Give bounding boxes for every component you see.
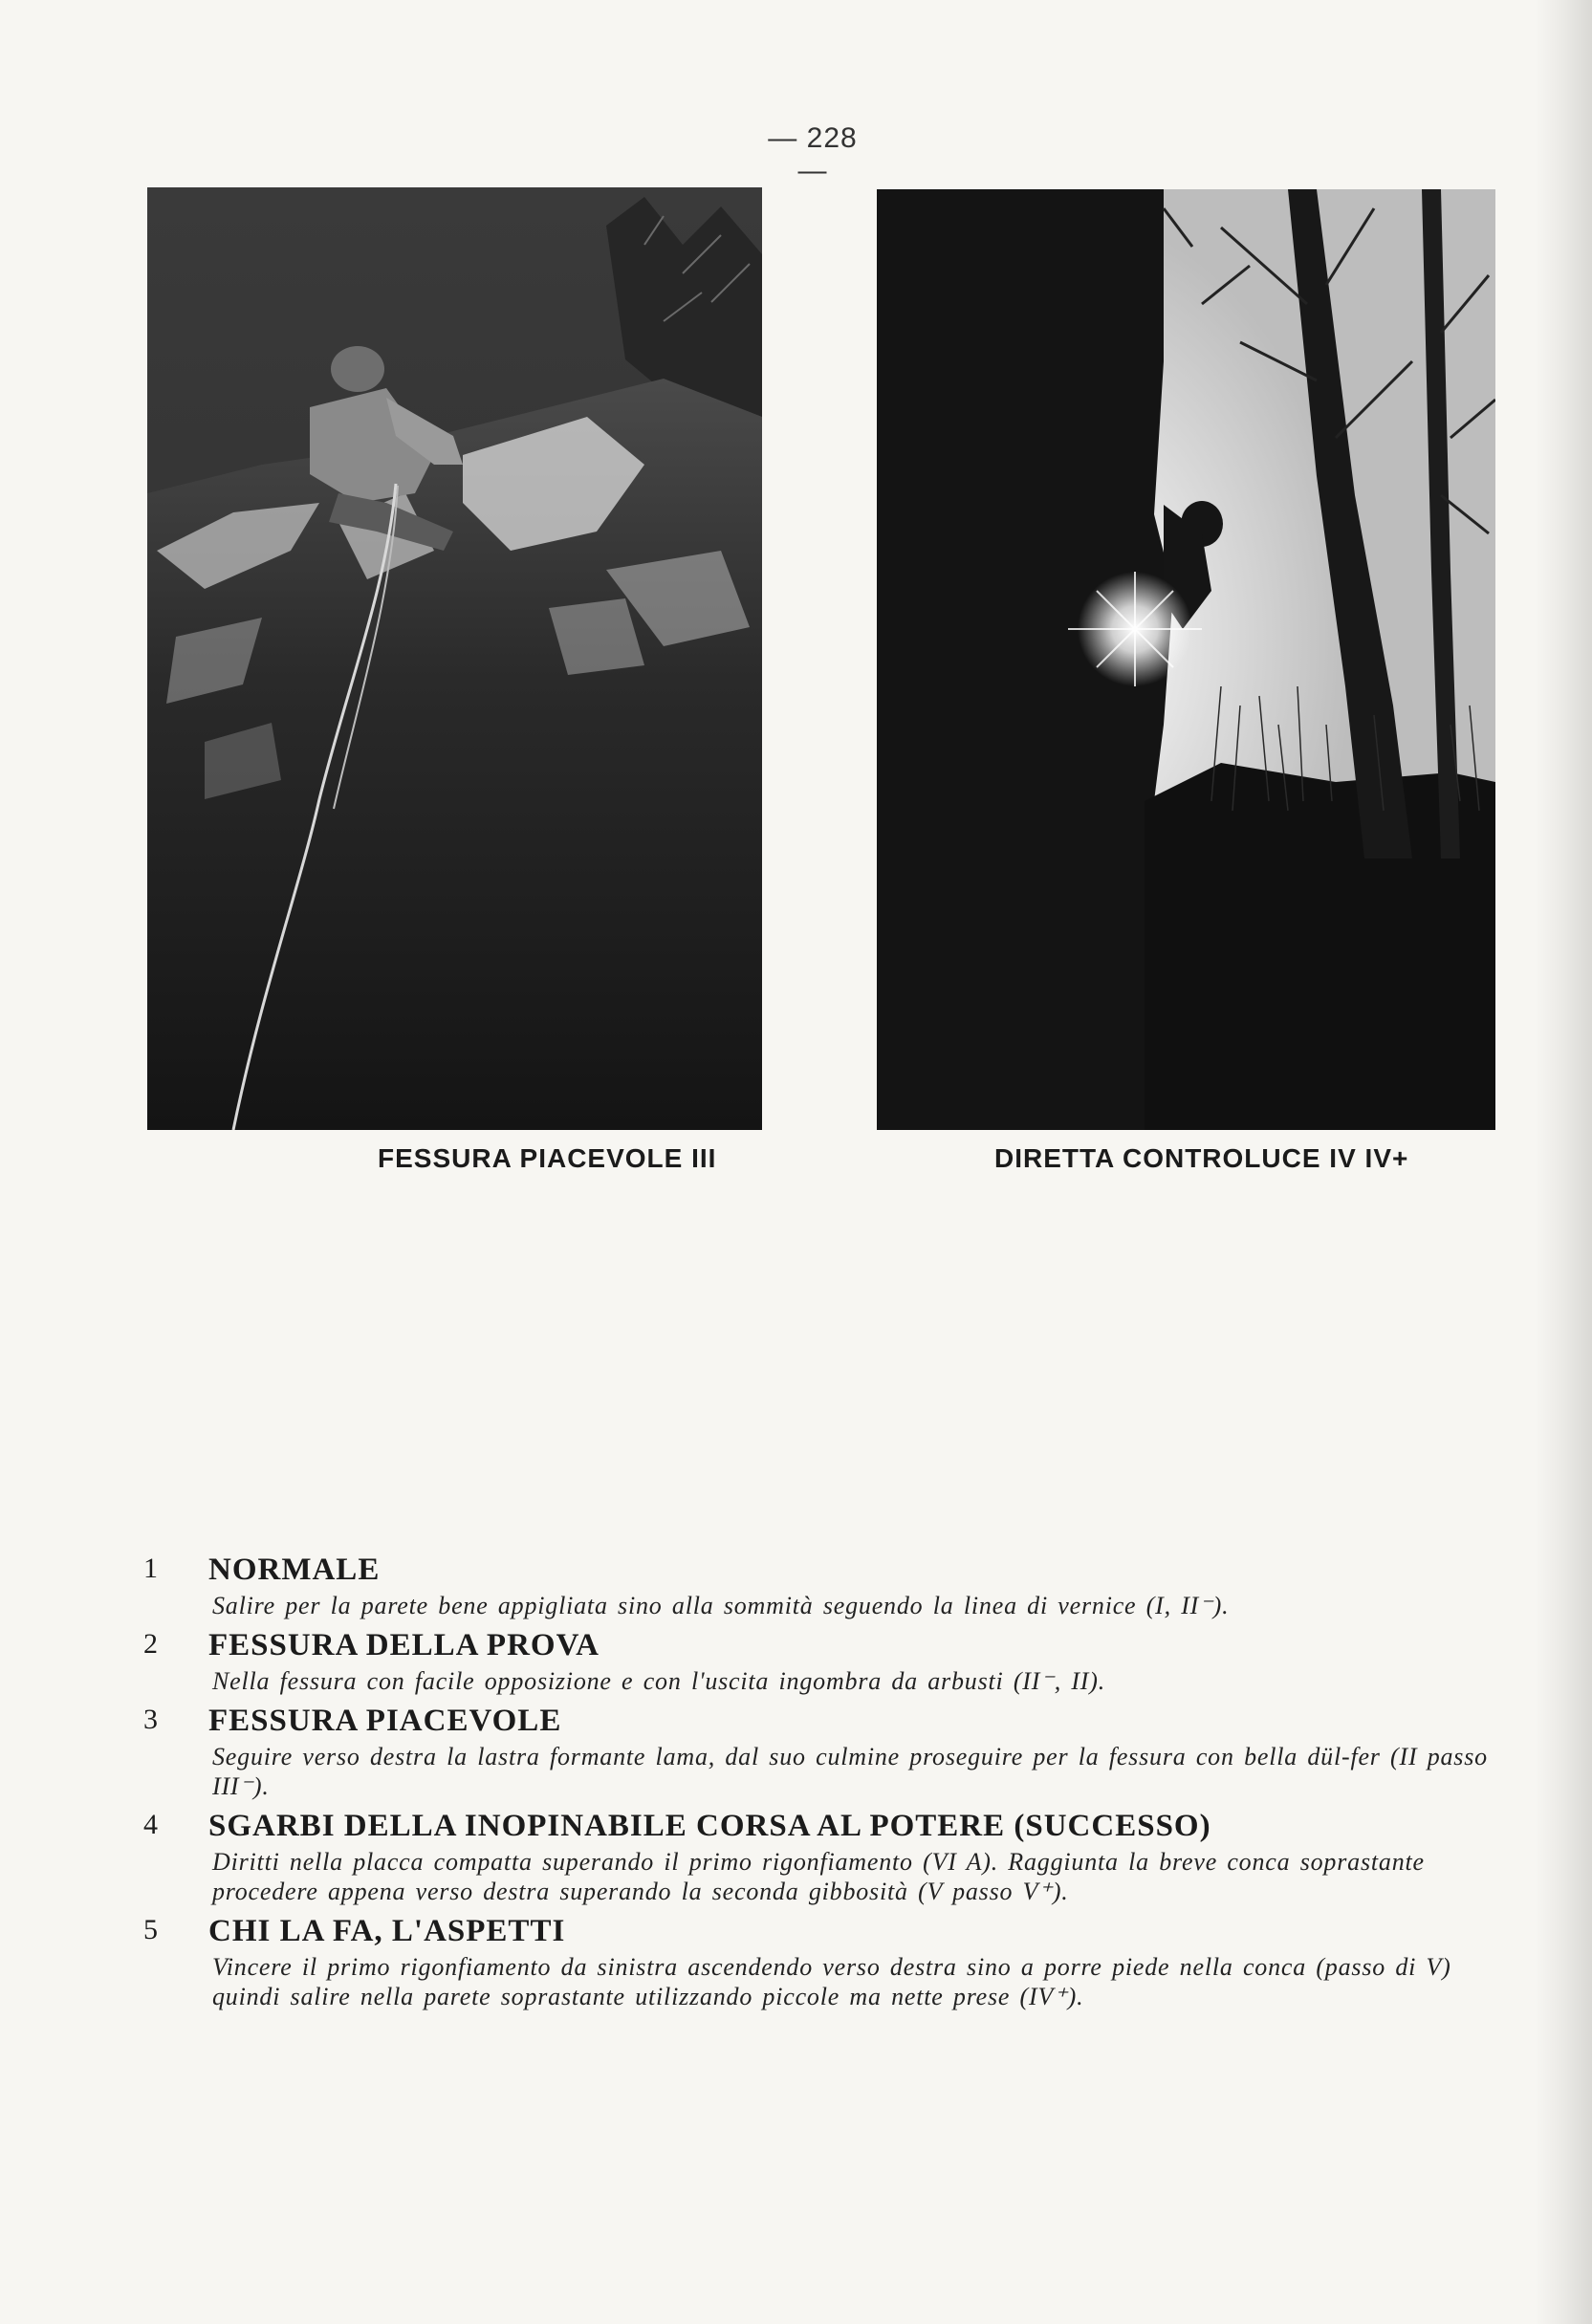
route-description: Seguire verso destra la lastra formante lama, dal suo culmine proseguire per la fessura con bella dül-fer (II passo III⁻). xyxy=(212,1743,1488,1800)
photo-right-image xyxy=(877,189,1495,1130)
route-title: NORMALE xyxy=(208,1553,381,1587)
route-title: FESSURA PIACEVOLE xyxy=(208,1704,562,1738)
route-item xyxy=(143,1549,1511,1620)
route-number: 5 xyxy=(143,1914,158,1945)
route-title: SGARBI DELLA INOPINABILE CORSA AL POTERE (SUCCESSO) xyxy=(208,1809,1211,1843)
page-edge-shadow xyxy=(1535,0,1592,2324)
route-description: Salire per la parete bene appigliata sino alla sommità seguendo la linea di vernice (I, II⁻). xyxy=(212,1592,1230,1619)
page-number: — 228 — xyxy=(768,122,858,186)
route-item xyxy=(143,1624,1511,1696)
route-description: Diritti nella placca compatta superando il primo rigonfiamento (VI A). Raggiunta la breve conca soprastante procedere appena verso destra superando la seconda gibbosità (V passo V⁺). xyxy=(212,1848,1425,1905)
photo-caption-right: DIRETTA CONTROLUCE IV IV+ xyxy=(994,1143,1409,1173)
route-description: Nella fessura con facile opposizione e con l'uscita ingombra da arbusti (II⁻, II). xyxy=(212,1667,1106,1695)
route-item xyxy=(143,1910,1511,2011)
route-title: CHI LA FA, L'ASPETTI xyxy=(208,1914,566,1948)
climbing-photo-fessura-piacevole xyxy=(147,187,762,1130)
route-number: 1 xyxy=(143,1553,158,1584)
route-list xyxy=(143,1549,1511,2015)
photo-caption-left: FESSURA PIACEVOLE III xyxy=(378,1143,717,1173)
route-title: FESSURA DELLA PROVA xyxy=(208,1628,600,1662)
route-item xyxy=(143,1805,1511,1906)
route-number: 4 xyxy=(143,1809,158,1840)
route-description: Vincere il primo rigonfiamento da sinistra ascendendo verso destra sino a porre piede nella conca (passo di V) quindi salire nella parete soprastante utilizzando piccole ma nette prese (IV⁺). xyxy=(212,1953,1451,2010)
route-number: 2 xyxy=(143,1628,158,1660)
route-item xyxy=(143,1700,1511,1801)
climbing-photo-diretta-controluce xyxy=(877,189,1495,1130)
route-number: 3 xyxy=(143,1704,158,1735)
photo-left-image xyxy=(147,187,762,1130)
